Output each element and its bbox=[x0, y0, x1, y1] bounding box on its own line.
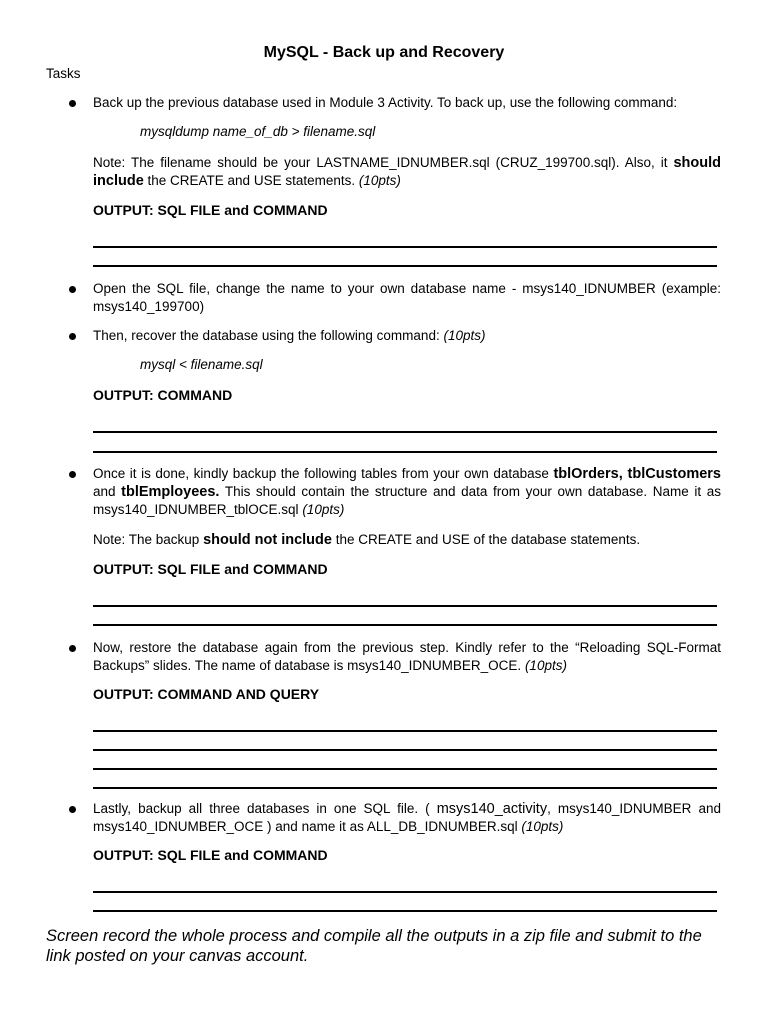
task6-text-a: Lastly, backup all three databases in one SQL file. ( bbox=[93, 801, 437, 816]
task3-text-main: Then, recover the database using the following command: bbox=[93, 328, 444, 343]
answer-line bbox=[93, 910, 717, 912]
bullet-3 bbox=[69, 333, 76, 340]
task6-text-b: , msys140_IDNUMBER and msys140_IDNUMBER_OCE ) and name it as ALL_DB_IDNUMBER.sql bbox=[93, 801, 721, 834]
task1-note-a: Note: The filename should be your LASTNAME_IDNUMBER.sql (CRUZ_199700.sql). Also, it bbox=[93, 155, 674, 170]
bullet-2 bbox=[69, 286, 76, 293]
task1-note-bold: should include bbox=[93, 155, 721, 189]
task1-note bbox=[93, 154, 721, 190]
task4-note-bold: should not include bbox=[203, 532, 332, 548]
task6-pts: (10pts) bbox=[521, 819, 564, 834]
task4-text bbox=[93, 465, 721, 519]
answer-line bbox=[93, 246, 717, 248]
task3-command: mysql < filename.sql bbox=[140, 357, 263, 372]
bullet-1 bbox=[69, 100, 76, 107]
task6-output-label: OUTPUT: SQL FILE and COMMAND bbox=[93, 847, 328, 863]
task4-bold-b: tblEmployees. bbox=[121, 484, 220, 500]
tasks-label: Tasks bbox=[46, 66, 81, 81]
task4-note bbox=[93, 531, 721, 549]
answer-line bbox=[93, 605, 717, 607]
task1-pts: (10pts) bbox=[358, 173, 401, 188]
task1-text: Back up the previous database used in Module 3 Activity. To back up, use the following command: bbox=[93, 95, 678, 110]
task4-note-b: the CREATE and USE of the database statements. bbox=[331, 532, 641, 547]
answer-line bbox=[93, 265, 717, 267]
task2-text: Open the SQL file, change the name to your own database name - msys140_IDNUMBER (example: msys140_199700) bbox=[93, 281, 721, 314]
answer-line bbox=[93, 730, 717, 732]
task3-output-label: OUTPUT: COMMAND bbox=[93, 387, 233, 403]
task4-output-label: OUTPUT: SQL FILE and COMMAND bbox=[93, 561, 328, 577]
task3-text bbox=[93, 327, 721, 345]
answer-line bbox=[93, 787, 717, 789]
task4-text-c: This should contain the structure and data from your own database. Name it as msys140_IDNUMBER_tblOCE.sql bbox=[93, 484, 721, 517]
task5-pts: (10pts) bbox=[524, 658, 567, 673]
bullet-4 bbox=[69, 471, 76, 478]
bullet-5 bbox=[69, 645, 76, 652]
task4-text-a: Once it is done, kindly backup the following tables from your own database bbox=[93, 466, 554, 481]
task6-db-activity: msys140_activity bbox=[436, 801, 548, 817]
page-title: MySQL - Back up and Recovery bbox=[263, 44, 505, 61]
answer-line bbox=[93, 891, 717, 893]
closing-instruction: Screen record the whole process and compile all the outputs in a zip file and submit to the link posted on your canvas account. bbox=[46, 927, 702, 965]
task5-text bbox=[93, 639, 721, 675]
task1-command: mysqldump name_of_db > filename.sql bbox=[140, 124, 376, 139]
task5-output-label: OUTPUT: COMMAND AND QUERY bbox=[93, 686, 320, 702]
task4-bold-a: tblOrders, tblCustomers bbox=[553, 466, 721, 482]
task4-pts: (10pts) bbox=[302, 502, 345, 517]
task5-text-main: Now, restore the database again from the previous step. Kindly refer to the “Reloading SQL-Format Backups” slides. The name of database is msys140_IDNUMBER_OCE. bbox=[93, 640, 721, 673]
task3-pts: (10pts) bbox=[443, 328, 486, 343]
task4-note-a: Note: The backup bbox=[93, 532, 204, 547]
answer-line bbox=[93, 768, 717, 770]
task4-text-b: and bbox=[93, 484, 122, 499]
answer-line bbox=[93, 451, 717, 453]
answer-line bbox=[93, 431, 717, 433]
task1-output-label: OUTPUT: SQL FILE and COMMAND bbox=[93, 202, 328, 218]
bullet-6 bbox=[69, 806, 76, 813]
task1-note-b: the CREATE and USE statements. bbox=[143, 173, 359, 188]
answer-line bbox=[93, 624, 717, 626]
answer-line bbox=[93, 749, 717, 751]
task6-text bbox=[93, 800, 721, 836]
